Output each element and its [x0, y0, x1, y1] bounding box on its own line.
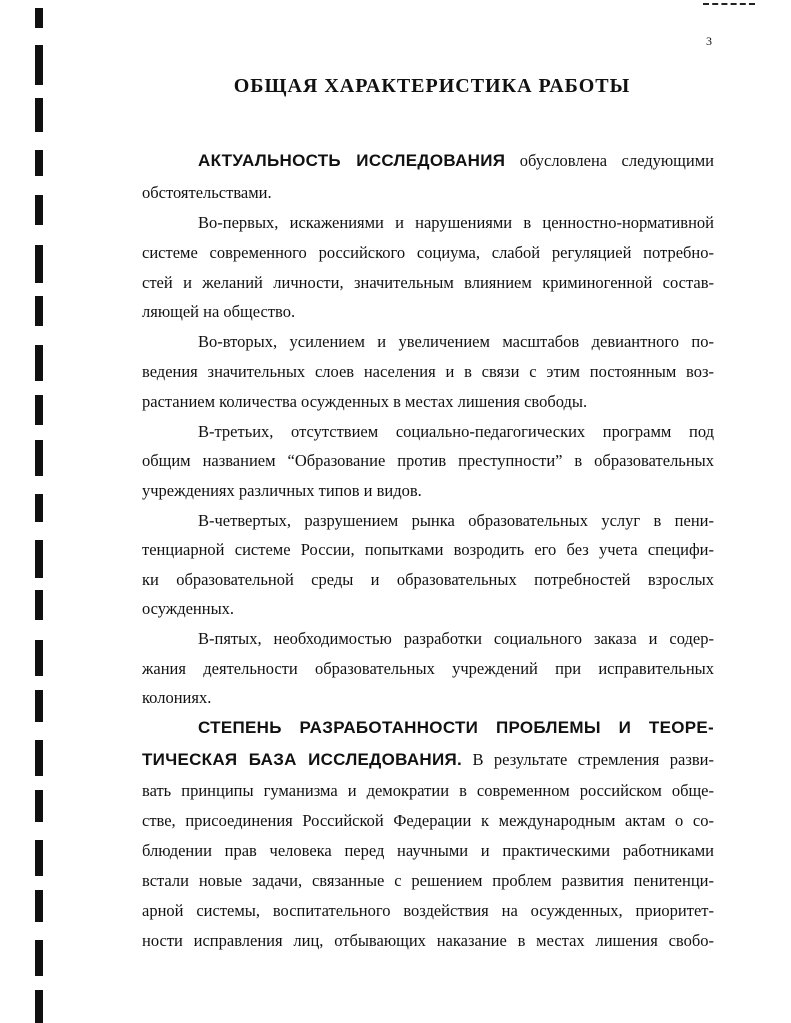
paragraph-line: встали новые задачи, связанные с решением проблем развития пенитенци-	[142, 871, 714, 890]
paragraph-line: растанием количества осужденных в местах лишения свободы.	[142, 392, 588, 411]
paragraph-line: В-пятых, необходимостью разработки социального заказа и содер-	[198, 629, 714, 648]
paragraph-line: ки образовательной среды и образовательных потребностей взрослых	[142, 570, 714, 589]
paragraph-line: Во-первых, искажениями и нарушениями в ценностно-нормативной	[198, 213, 714, 232]
paragraph-line: осужденных.	[142, 599, 235, 618]
paragraph-line: стей и желаний личности, значительным влиянием криминогенной состав-	[142, 273, 714, 292]
paragraph-line: колониях.	[142, 688, 212, 707]
paragraph-line: тенциарной системе России, попытками возродить его без учета специфи-	[142, 540, 714, 559]
page-title: ОБЩАЯ ХАРАКТЕРИСТИКА РАБОТЫ	[233, 75, 631, 97]
degree-intro-text: В результате стремления разви-	[472, 750, 714, 769]
paragraph-line: Во-вторых, усилением и увеличением масштабов девиантного по-	[198, 332, 714, 351]
relevance-heading: АКТУАЛЬНОСТЬ ИССЛЕДОВАНИЯ	[198, 151, 506, 170]
paragraph-line: В-третьих, отсутствием социально-педагогических программ под	[198, 422, 714, 441]
paragraph-line: общим названием “Образование против преступности” в образовательных	[142, 451, 714, 470]
paragraph-line: вать принципы гуманизма и демократии в современном российском обще-	[142, 781, 714, 800]
paragraph-line: стве, присоединения Российской Федерации к международным актам о со-	[142, 811, 714, 830]
paragraph-line: ляющей на общество.	[142, 302, 296, 321]
relevance-intro-text: обусловлена следующими	[519, 151, 714, 170]
relevance-intro-line	[198, 151, 714, 171]
scan-artifact-top	[703, 3, 755, 7]
paragraph-line: системе современного российского социума, слабой регуляцией потребно-	[142, 243, 714, 262]
paragraph-line: ности исправления лиц, отбывающих наказание в местах лишения свобо-	[142, 931, 714, 950]
paragraph-line: ведения значительных слоев населения и в связи с этим постоянным воз-	[142, 362, 714, 381]
paragraph-line: арной системы, воспитательного воздействия на осужденных, приоритет-	[142, 901, 714, 920]
degree-heading: СТЕПЕНЬ РАЗРАБОТАННОСТИ ПРОБЛЕМЫ И ТЕОРЕ-	[198, 718, 714, 737]
paragraph-line: блюдении прав человека перед научными и практическими работниками	[142, 841, 714, 860]
paragraph-line: учреждениях различных типов и видов.	[142, 481, 422, 500]
page-number: 3	[706, 34, 712, 48]
degree-heading-line-2	[142, 750, 714, 770]
paragraph-line: В-четвертых, разрушением рынка образовательных услуг в пени-	[198, 511, 714, 530]
relevance-intro-line-2: обстоятельствами.	[142, 183, 272, 202]
paragraph-line: жания деятельности образовательных учреждений при исправительных	[142, 659, 714, 678]
degree-heading-continued: ТИЧЕСКАЯ БАЗА ИССЛЕДОВАНИЯ.	[142, 750, 463, 769]
